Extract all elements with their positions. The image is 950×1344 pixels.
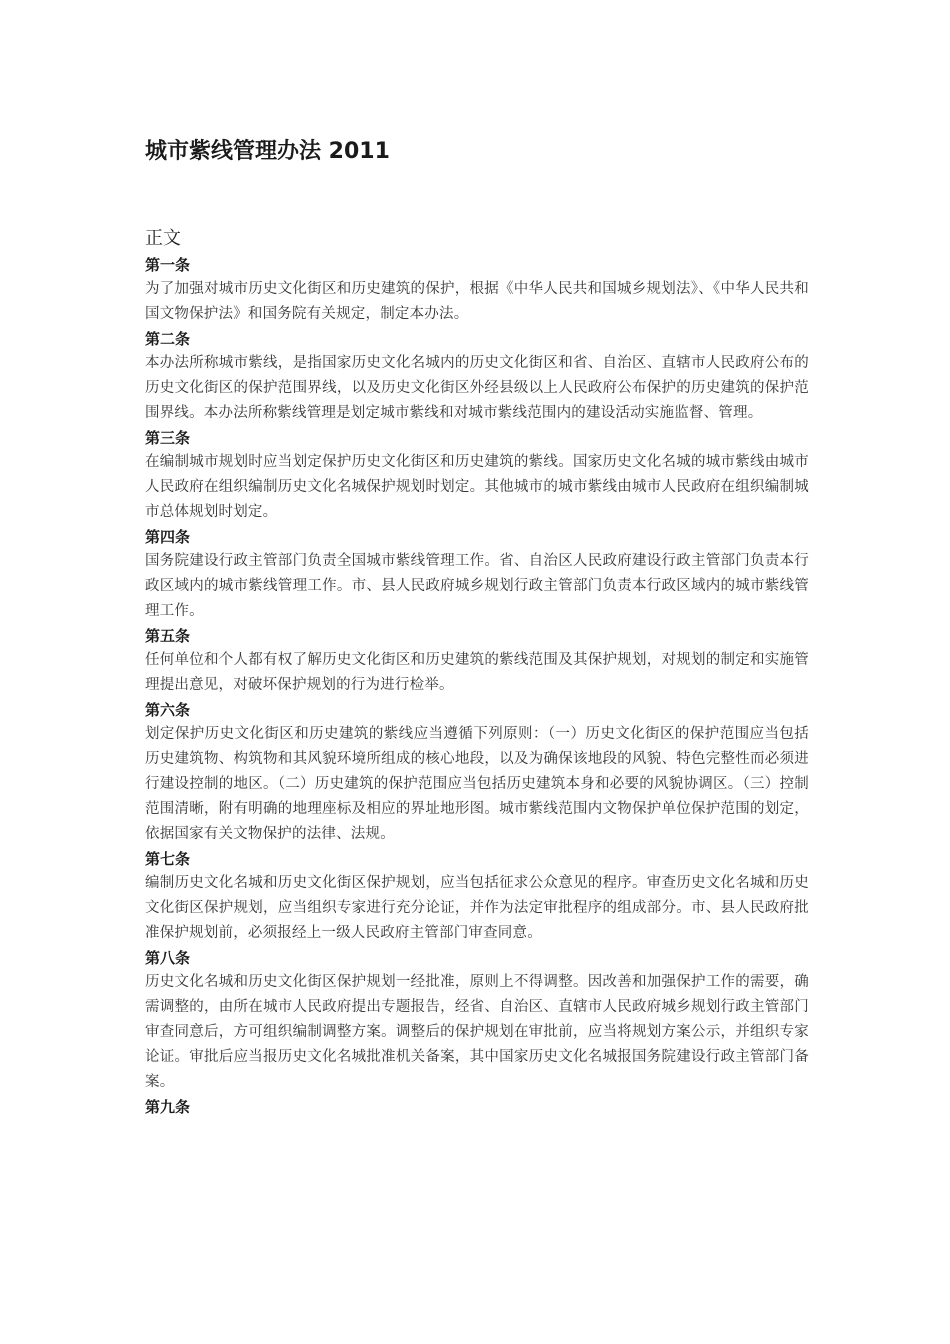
article-heading: 第七条: [145, 850, 191, 868]
article-7: [145, 847, 809, 946]
article-4: [145, 525, 809, 624]
article-9: [145, 1095, 809, 1119]
article-5: [145, 624, 809, 698]
article-heading: 第八条: [145, 949, 191, 967]
article-heading: 第三条: [145, 429, 191, 447]
article-8: [145, 946, 809, 1095]
article-body: 在编制城市规划时应当划定保护历史文化街区和历史建筑的紫线。国家历史文化名城的城市紫线由城市人民政府在组织编制历史文化名城保护规划时划定。其他城市的城市紫线由城市人民政府在组织编制城市总体规划时划定。: [145, 454, 809, 520]
article-body: 历史文化名城和历史文化街区保护规划一经批准，原则上不得调整。因改善和加强保护工作的需要，确需调整的，由所在城市人民政府提出专题报告，经省、自治区、直辖市人民政府城乡规划行政主管部门审查同意后，方可组织编制调整方案。调整后的保护规划在审批前，应当将规划方案公示，并组织专家论证。审批后应当报历史文化名城批准机关备案，其中国家历史文化名城报国务院建设行政主管部门备案。: [145, 974, 809, 1090]
article-heading: 第六条: [145, 701, 191, 719]
article-heading: 第五条: [145, 627, 191, 645]
article-body: 划定保护历史文化街区和历史建筑的紫线应当遵循下列原则：（一）历史文化街区的保护范围应当包括历史建筑物、构筑物和其风貌环境所组成的核心地段，以及为确保该地段的风貌、特色完整性而必须进行建设控制的地区。（二）历史建筑的保护范围应当包括历史建筑本身和必要的风貌协调区。（三）控制范围清晰，附有明确的地理座标及相应的界址地形图。城市紫线范围内文物保护单位保护范围的划定，依据国家有关文物保护的法律、法规。: [145, 726, 809, 842]
article-body: 编制历史文化名城和历史文化街区保护规划，应当包括征求公众意见的程序。审查历史文化名城和历史文化街区保护规划，应当组织专家进行充分论证，并作为法定审批程序的组成部分。市、县人民政府批准保护规划前，必须报经上一级人民政府主管部门审查同意。: [145, 875, 809, 941]
article-1: [145, 253, 809, 327]
article-body: 国务院建设行政主管部门负责全国城市紫线管理工作。省、自治区人民政府建设行政主管部门负责本行政区域内的城市紫线管理工作。市、县人民政府城乡规划行政主管部门负责本行政区域内的城市紫线管理工作。: [145, 553, 809, 619]
article-heading: 第四条: [145, 528, 191, 546]
section-label: 正文: [145, 228, 181, 249]
article-3: [145, 426, 809, 525]
document-content: [145, 226, 809, 1119]
article-heading: 第九条: [145, 1098, 191, 1116]
article-heading: 第一条: [145, 256, 191, 274]
article-body: 本办法所称城市紫线，是指国家历史文化名城内的历史文化街区和省、自治区、直辖市人民政府公布的历史文化街区的保护范围界线，以及历史文化街区外经县级以上人民政府公布保护的历史建筑的保护范围界线。本办法所称紫线管理是划定城市紫线和对城市紫线范围内的建设活动实施监督、管理。: [145, 355, 809, 421]
article-6: [145, 698, 809, 847]
article-2: [145, 327, 809, 426]
document-title: 城市紫线管理办法 2011: [145, 139, 390, 164]
article-body: 任何单位和个人都有权了解历史文化街区和历史建筑的紫线范围及其保护规划，对规划的制定和实施管理提出意见，对破坏保护规划的行为进行检举。: [145, 652, 809, 693]
article-heading: 第二条: [145, 330, 191, 348]
article-body: 为了加强对城市历史文化街区和历史建筑的保护，根据《中华人民共和国城乡规划法》、《中华人民共和国文物保护法》和国务院有关规定，制定本办法。: [145, 281, 809, 322]
